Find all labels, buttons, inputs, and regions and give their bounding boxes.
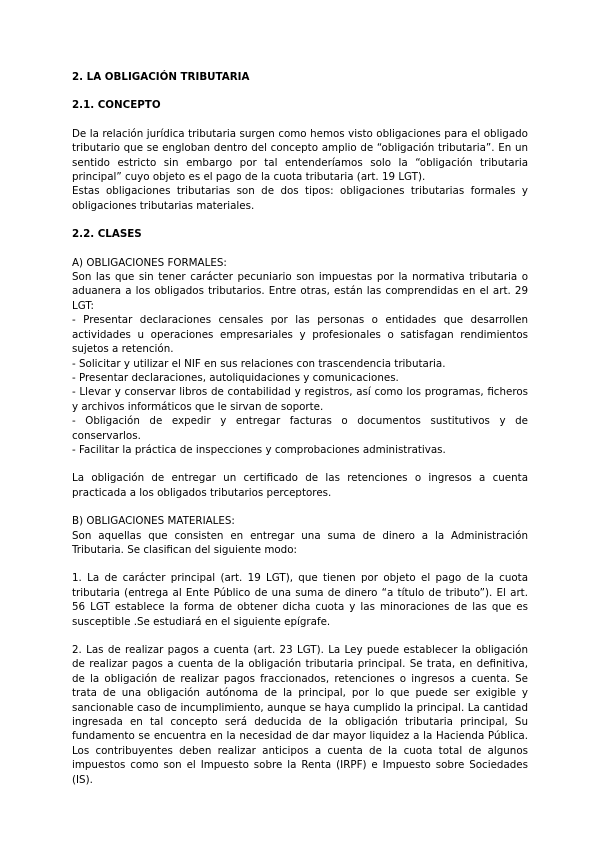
formal-intro: Son las que sin tener carácter pecuniario son impuestas por la normativa tributaria o aduanera a los obligados tributarios. Entre otras, están las comprendidas en el art. 29 LGT: xyxy=(72,271,528,312)
formal-title: A) OBLIGACIONES FORMALES: xyxy=(72,256,227,269)
formal-item: - Presentar declaraciones censales por las personas o entidades que desarrollen actividades u operaciones empresariales y profesionales o satisfagan rendimientos sujetos a retención. xyxy=(72,314,528,356)
concept-paragraph: Estas obligaciones tributarias son de dos tipos: obligaciones tributarias formales y obligaciones tributarias materiales. xyxy=(72,185,528,212)
concept-heading: 2.1. CONCEPTO xyxy=(72,99,161,112)
formal-item: - Presentar declaraciones, autoliquidaciones y comunicaciones. xyxy=(72,371,399,384)
material-title: B) OBLIGACIONES MATERIALES: xyxy=(72,515,235,528)
material-intro: Son aquellas que consisten en entregar una suma de dinero a la Administración Tributaria. Se clasifican del siguiente modo: xyxy=(72,529,528,556)
formal-item: - Llevar y conservar libros de contabilidad y registros, así como los programas, ficheros y archivos informáticos que le sirvan de soporte. xyxy=(72,386,528,413)
formal-note: La obligación de entregar un certificado de las retenciones o ingresos a cuenta practicada a los obligados tributarios perceptores. xyxy=(72,472,528,499)
main-heading: 2. LA OBLIGACIÓN TRIBUTARIA xyxy=(72,71,250,83)
material-point-2: 2. Las de realizar pagos a cuenta (art. 23 LGT). La Ley puede establecer la obligación de realizar pagos a cuenta de la obligación tributaria principal. Se trata, en definitiva, de la obligación de realizar pagos fraccionados, retenciones o ingresos a cuenta. Se trata de una obligación autónoma de la principal, por lo que puede ser exigible y sancionable caso de incumplimiento, aunque se haya cumplido la principal. La cantidad ingresada en tal concepto será deducida de la obligación tributaria principal, Su fundamento se encuentra en la necesidad de dar mayor liquidez a la Hacienda Pública. Los contribuyentes deben realizar anticipos a cuenta de la cuota total de algunos impuestos como son el Impuesto sobre la Renta (IRPF) e Impuesto sobre Sociedades (IS). xyxy=(72,644,528,786)
material-point-1: 1. La de carácter principal (art. 19 LGT), que tienen por objeto el pago de la cuota tributaria (entrega al Ente Público de una suma de dinero “a título de tributo”). El art. 56 LGT establece la forma de obtener dicha cuota y las minoraciones de las que es susceptible .Se estudiará en el siguiente epígrafe. xyxy=(72,572,528,628)
concept-paragraph: De la relación jurídica tributaria surgen como hemos visto obligaciones para el obligado tributario que se engloban dentro del concepto amplio de “obligación tributaria”. En un sentido estricto sin embargo por tal entenderíamos solo la “obligación tributaria principal” cuyo objeto es el pago de la cuota tributaria (art. 19 LGT). xyxy=(72,127,528,184)
formal-item: - Facilitar la práctica de inspecciones y comprobaciones administrativas. xyxy=(72,443,446,456)
formal-item: - Solicitar y utilizar el NIF en sus relaciones con trascendencia tributaria. xyxy=(72,357,446,370)
classes-heading: 2.2. CLASES xyxy=(72,228,142,241)
document-body xyxy=(72,70,528,787)
formal-item: - Obligación de expedir y entregar facturas o documentos sustitutivos y de conservarlos. xyxy=(72,415,528,442)
